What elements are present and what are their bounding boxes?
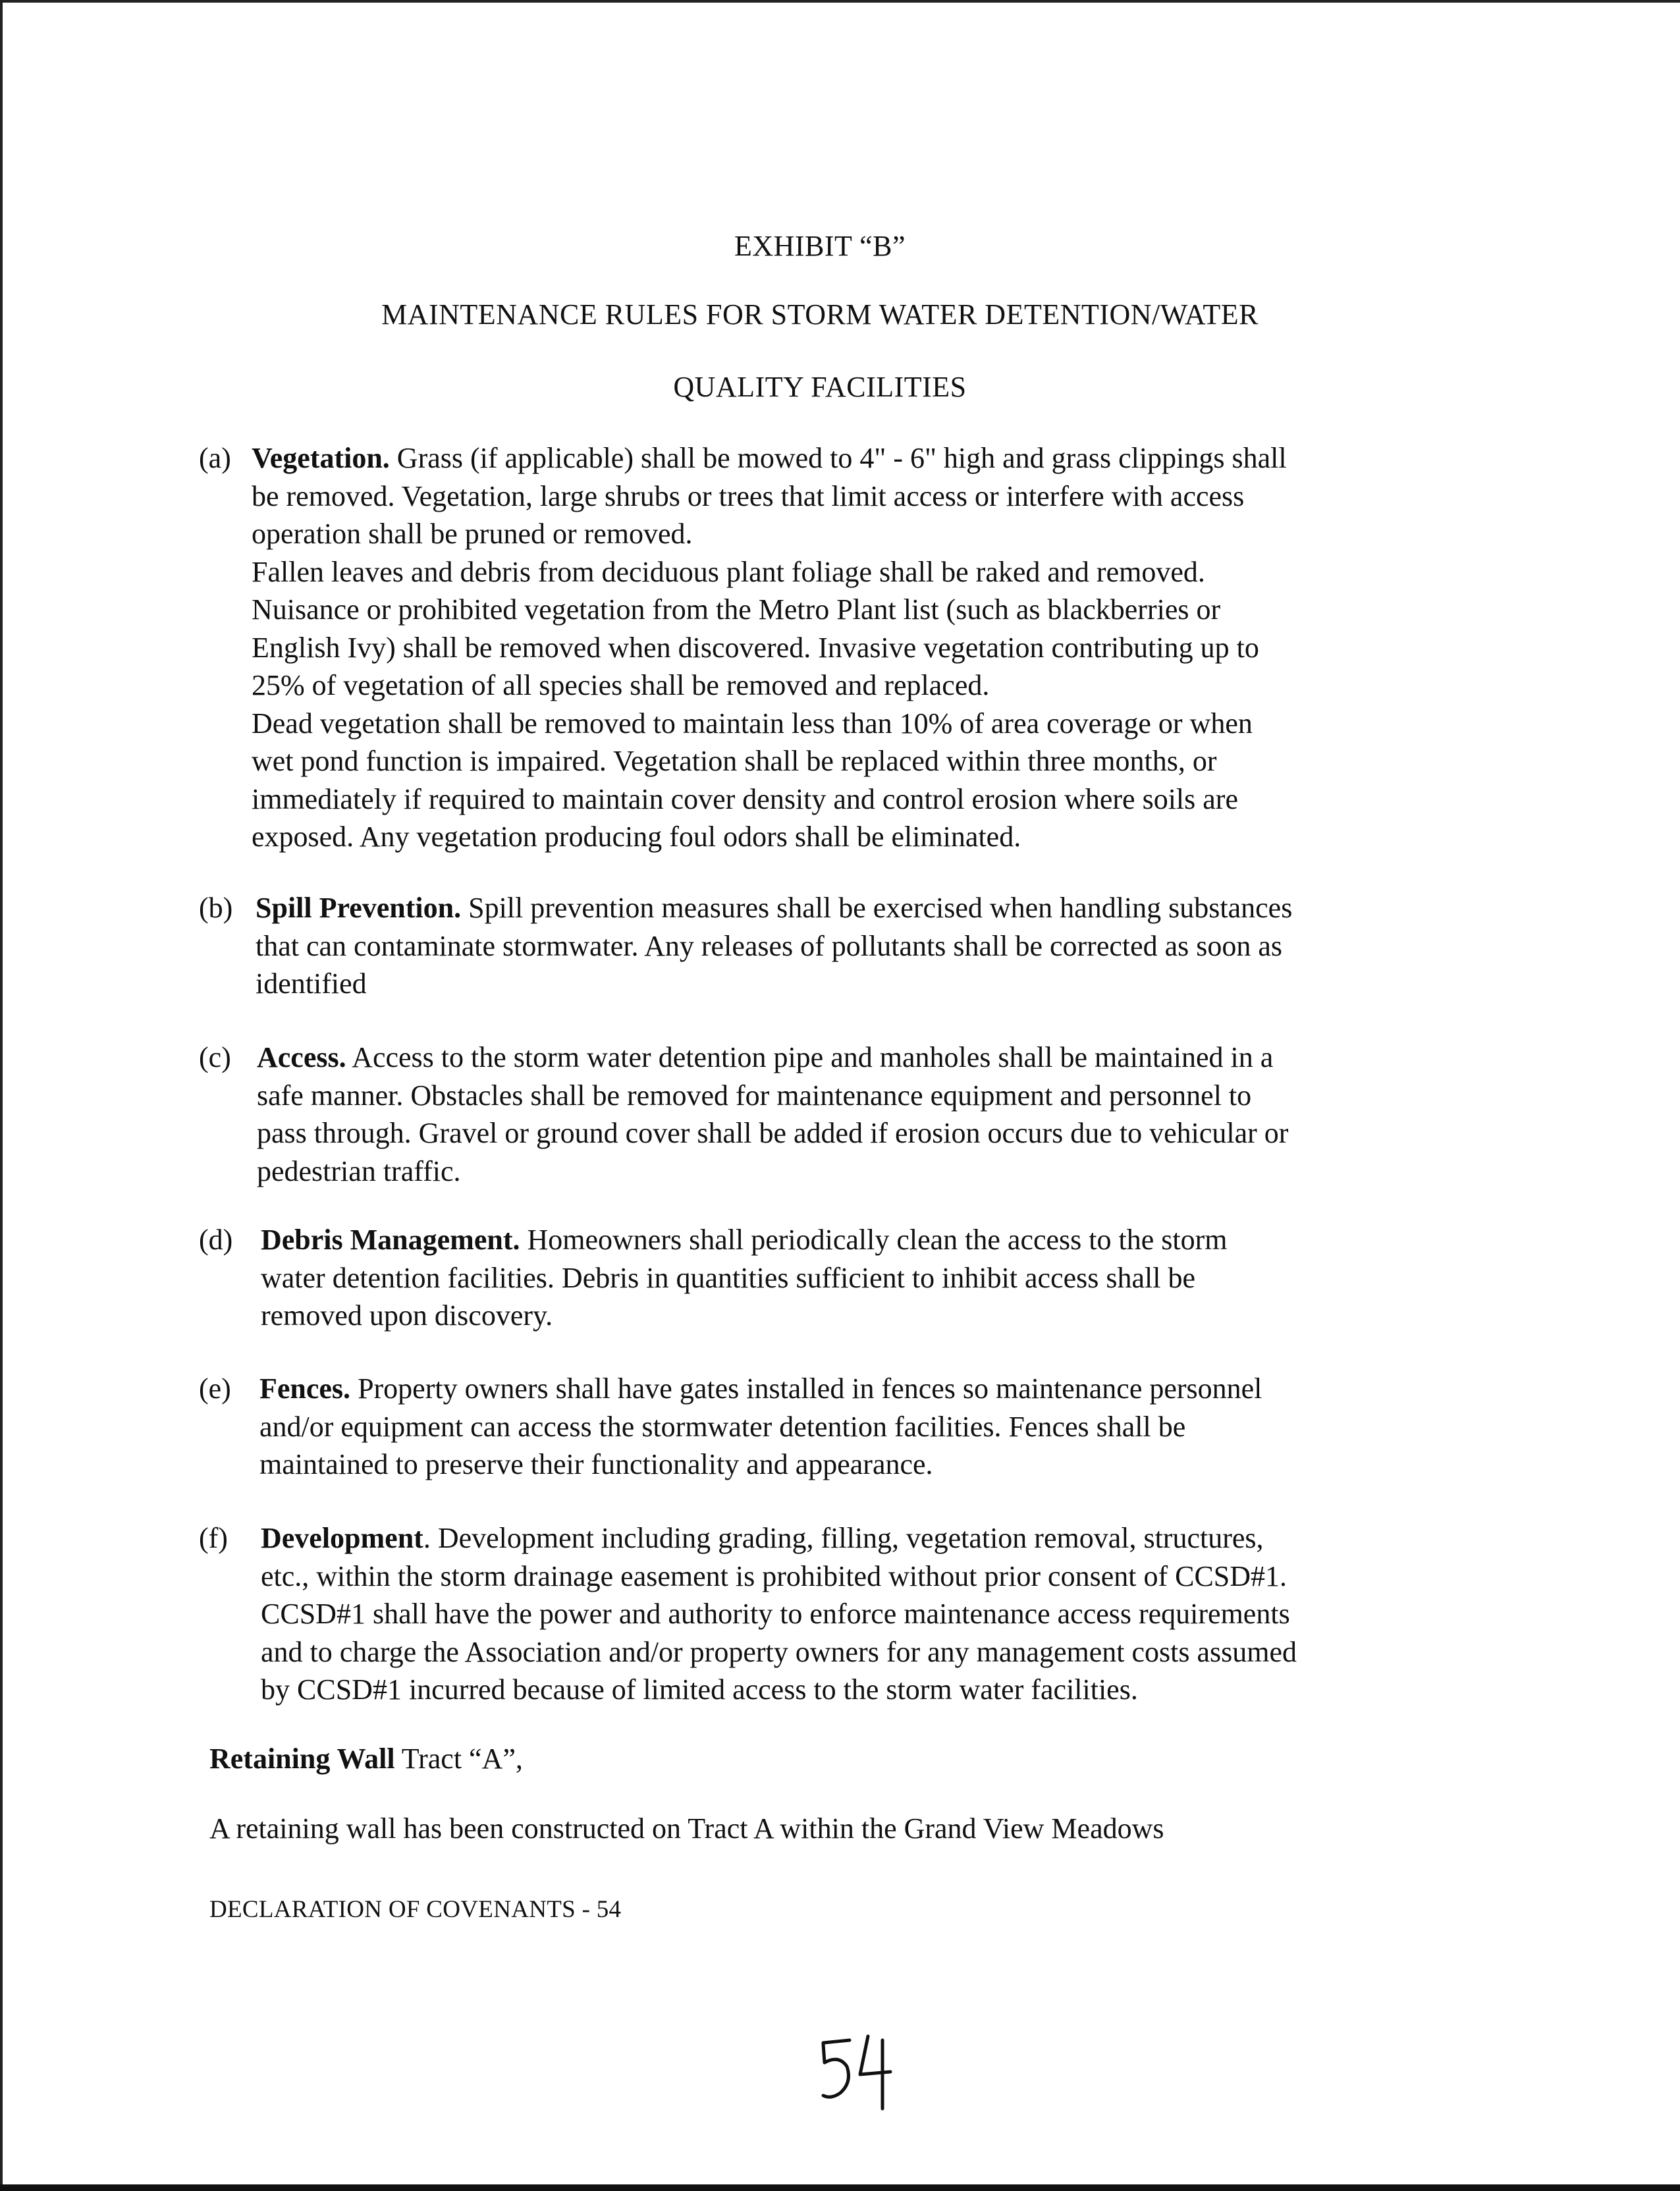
rule-heading: Development [261,1522,423,1554]
rule-line: be removed. Vegetation, large shrubs or trees that limit access or interfere with access [252,479,1245,512]
rule-line: and/or equipment can access the stormwater detention facilities. Fences shall be [259,1410,1186,1443]
rule-body [261,1519,1297,1709]
rule-line: operation shall be pruned or removed. [252,518,693,550]
rule-line: wet pond function is impaired. Vegetation shall be replaced within three months, or [252,745,1217,777]
rule-line [252,439,1287,477]
page-footer: DECLARATION OF COVENANTS - 54 [209,1896,622,1923]
rule-body [257,1039,1288,1190]
document-title-line-2: QUALITY FACILITIES [673,371,967,403]
rule-line-text: Homeowners shall periodically clean the access to the storm [520,1224,1228,1256]
rule-heading: Access. [257,1041,346,1073]
rule-heading: Fences. [259,1372,351,1405]
rule-line: Nuisance or prohibited vegetation from the Metro Plant list (such as blackberries or [252,593,1221,626]
rule-body [261,1221,1227,1335]
rule-line: immediately if required to maintain cover density and control erosion where soils are [252,782,1238,815]
rule-line-text: Grass (if applicable) shall be mowed to 4" - 6" high and grass clippings shall [389,442,1287,474]
rule-body [256,889,1292,1003]
rule-marker: (a) [199,442,231,474]
rule-line: Fallen leaves and debris from deciduous plant foliage shall be raked and removed. [252,555,1205,588]
rule-line [259,1370,1262,1408]
rule-line [261,1221,1227,1259]
rule-line [256,889,1292,927]
rule-line: by CCSD#1 incurred because of limited access to the storm water facilities. [261,1673,1138,1706]
rule-heading: Vegetation. [252,442,390,474]
rule-line: safe manner. Obstacles shall be removed for maintenance equipment and personnel to [257,1079,1252,1112]
rule-line: maintained to preserve their functionality and appearance. [259,1448,933,1480]
rule-line: that can contaminate stormwater. Any releases of pollutants shall be corrected as soon as [256,929,1283,962]
rule-line: Dead vegetation shall be removed to maintain less than 10% of area coverage or when [252,707,1253,740]
rule-line: 25% of vegetation of all species shall be removed and replaced. [252,669,990,701]
rule-line-text: Spill prevention measures shall be exercised when handling substances [461,892,1293,924]
rule-heading: Spill Prevention. [256,892,462,924]
rule-line-text: . Development including grading, filling, vegetation removal, structures, [423,1522,1264,1554]
rule-marker: (d) [199,1224,233,1256]
rule-line: etc., within the storm drainage easement is prohibited without prior consent of CCSD#1. [261,1559,1287,1592]
rule-line: removed upon discovery. [261,1299,553,1332]
rule-line: and to charge the Association and/or property owners for any management costs assumed [261,1635,1297,1668]
rule-line: pass through. Gravel or ground cover shall be added if erosion occurs due to vehicular or [257,1117,1289,1149]
retaining-wall-heading-bold: Retaining Wall [209,1743,395,1775]
rule-line-text: Access to the storm water detention pipe and manholes shall be maintained in a [346,1041,1274,1073]
document-title-line-1: MAINTENANCE RULES FOR STORM WATER DETENTION/WATER [381,298,1259,331]
exhibit-title: EXHIBIT “B” [734,230,906,262]
rule-line [257,1039,1288,1077]
rule-line: water detention facilities. Debris in quantities sufficient to inhibit access shall be [261,1261,1196,1294]
rule-line-text: Property owners shall have gates installed in fences so maintenance personnel [350,1372,1262,1405]
retaining-wall-heading [209,1742,523,1775]
rule-body [252,439,1287,856]
rule-line: pedestrian traffic. [257,1154,461,1187]
rule-heading: Debris Management. [261,1224,520,1256]
retaining-wall-text: A retaining wall has been constructed on Tract A within the Grand View Meadows [209,1812,1164,1845]
retaining-wall-heading-rest: Tract “A”, [394,1743,523,1775]
rule-line: CCSD#1 shall have the power and authority to enforce maintenance access requirements [261,1598,1290,1630]
rule-body [259,1370,1262,1484]
handwritten-page-number [809,2028,901,2114]
rule-marker: (e) [199,1372,231,1405]
rule-line: exposed. Any vegetation producing foul odors shall be eliminated. [252,821,1021,853]
rule-marker: (f) [199,1522,228,1554]
rule-marker: (c) [199,1041,231,1073]
rule-line: English Ivy) shall be removed when discovered. Invasive vegetation contributing up to [252,631,1259,664]
rule-line: identified [256,967,367,1000]
rule-marker: (b) [199,892,233,924]
rule-line [261,1519,1297,1557]
